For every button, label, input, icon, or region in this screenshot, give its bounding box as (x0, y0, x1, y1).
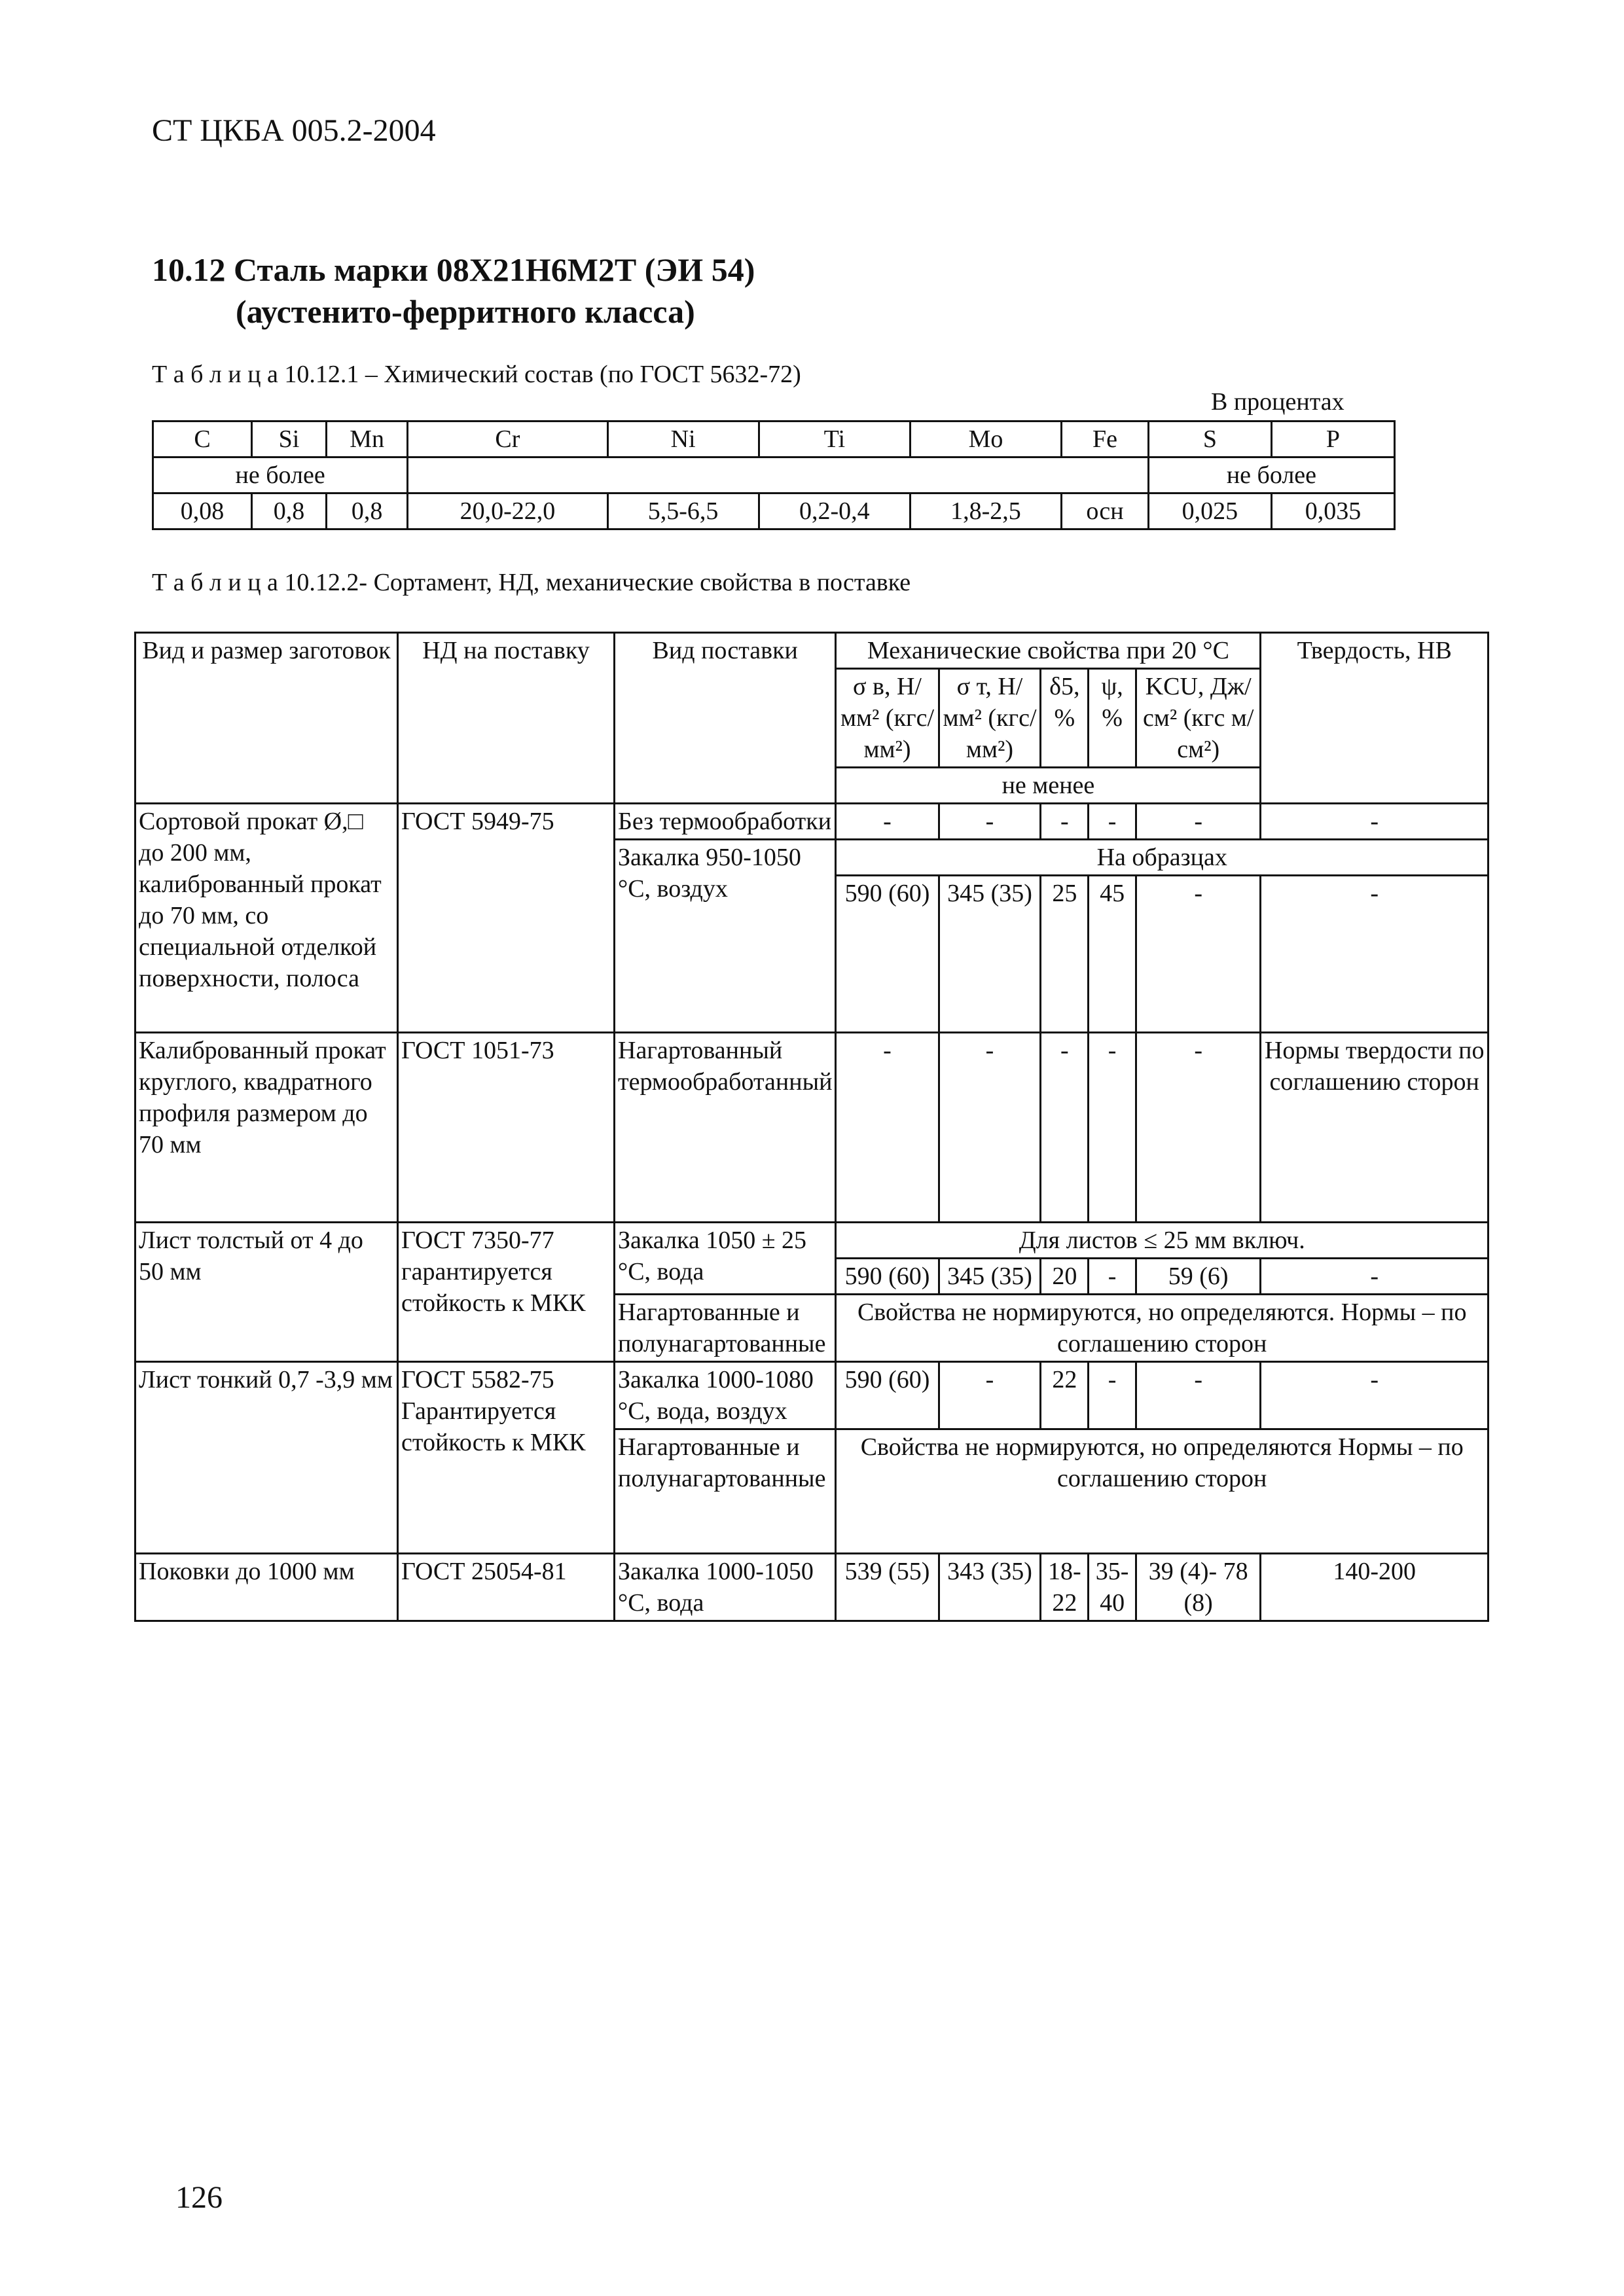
r5: Поковки до 1000 мм ГОСТ 25054-81 Закалка 1000-1050 °С, вода 539 (55) 343 (35) 18-22 35-40 39 (4)- 78 (8) 140-200 (135, 1554, 1489, 1621)
doc-header: СТ ЦКБА 005.2-2004 (152, 113, 436, 148)
chemical-composition-table: C Si Mn Cr Ni Ti Mo Fe S P не более не более 0,08 0,8 0,8 20,0-22,0 5,5-6,5 0,2-0,4 1,8-2,5 осн 0,025 0,035 (152, 420, 1396, 530)
table1-caption: Т а б л и ц а 10.12.1 – Химический состав (по ГОСТ 5632-72) (152, 361, 801, 388)
page-number: 126 (175, 2180, 223, 2215)
table2-caption: Т а б л и ц а 10.12.2- Сортамент, НД, механические свойства в поставке (152, 569, 911, 596)
r3v: 590 (60) 345 (35) 20 - 59 (6) - (135, 1259, 1489, 1295)
table1-unit: В процентах (1211, 388, 1344, 416)
assortment-table: Вид и размер заготовок НД на поставку Вид поставки Механические свойства при 20 °С Твердость, НВ σ в, Н/мм² (кгс/мм²) σ т, Н/мм² (кгс/мм²) δ5, % ψ, % KCU, Дж/см² (кгс м/см²) не менее Сортовой прокат Ø,□ до 200 мм, калиброванный прокат до 70 мм, со специальной отделкой поверхности, полоса ГОСТ 5949-75 Без термообработки - - - - - - Закалка 950-1050 °С, воздух На образцах 590 (60) 345 (35) 25 45 - - Калиброванный прокат круглого, квадратного профиля размером до 70 мм ГОСТ 1051-73 Нагартованный термообработанный - - - - - Нормы твердости по соглашению сторон Лист толстый от 4 до 50 мм ГОСТ 7350-77 гарантируется стойкость к МКК Закалка 1050 ± 25 °С, вода Для листов ≤ 25 мм включ. 590 (60) 345 (35) 20 - 59 (6) - Нагартованные и полунагартованные Свойства не нормируются, но определяются. Нормы – по соглашению сторон Лист тонкий 0,7 -3,9 мм ГОСТ 5582-75 Гарантируется стойкость к МКК Закалка 1000-1080 °С, вода, воздух 590 (60) - 22 - - - Нагартованные и полунагартованные Свойства не нормируются, но определяются Нормы – по соглашению сторон Поковки до 1000 мм ГОСТ 25054-81 Закалка 1000-1050 °С, вода 539 (55) 343 (35) 18-22 35-40 39 (4)- 78 (8) 140-200 (134, 632, 1489, 1622)
section-title: 10.12 Сталь марки 08Х21Н6М2Т (ЭИ 54) (аустенито-ферритного класса) (152, 251, 755, 330)
